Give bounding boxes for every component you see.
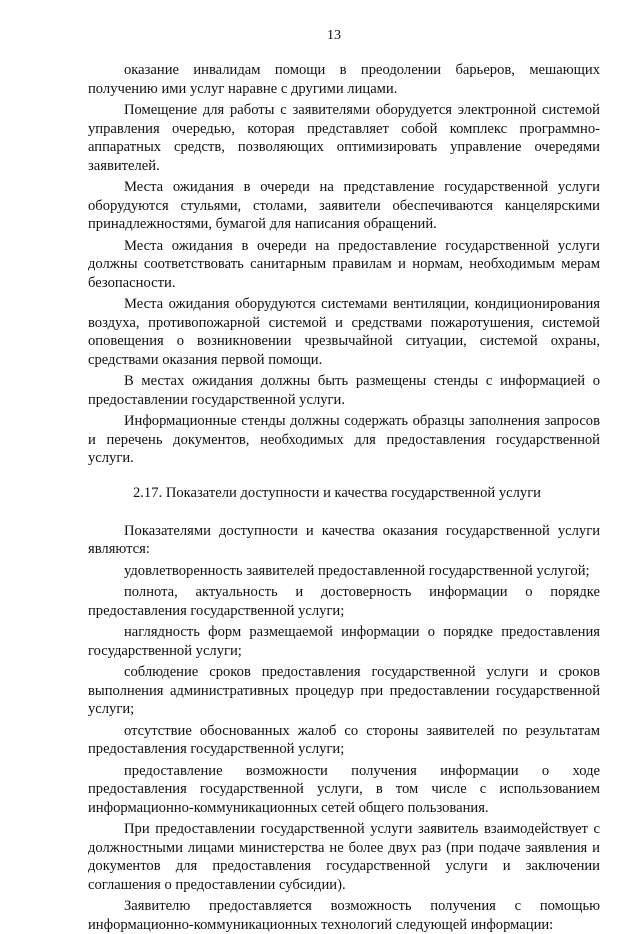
list-item-information-completeness: полнота, актуальность и достоверность информации о порядке предоставления государственной услуги;	[88, 584, 600, 619]
page-number: 13	[327, 28, 341, 43]
list-item-deadlines: соблюдение сроков предоставления государственной услуги и сроков выполнения административных процедур при предоставлении государственной услуги;	[88, 664, 600, 717]
paragraph-ventilation-safety: Места ожидания оборудуются системами вентиляции, кондиционирования воздуха, противопожарной системой и средствами пожаротушения, системой оповещения о возникновении чрезвычайной ситуации, системой охраны, средствами оказания первой помощи.	[88, 296, 600, 368]
list-item-visual-clarity: наглядность форм размещаемой информации о порядке предоставления государственной услуги;	[88, 624, 600, 659]
paragraph-indicators-intro: Показателями доступности и качества оказания государственной услуги являются:	[88, 522, 600, 557]
paragraph-barriers-assistance: оказание инвалидам помощи в преодолении барьеров, мешающих получению ими услуг наравне с другими лицами.	[88, 62, 600, 97]
paragraph-interactions: При предоставлении государственной услуги заявитель взаимодействует с должностными лицами министерства не более двух раз (при подаче заявления и документов для предоставления государственной услуги и заключении соглашения о предоставлении субсидии).	[88, 821, 600, 893]
section-heading: 2.17. Показатели доступности и качества государственной услуги	[132, 484, 541, 501]
list-item-no-complaints: отсутствие обоснованных жалоб со стороны заявителей по результатам предоставления государственной услуги;	[88, 722, 600, 757]
paragraph-sanitary-norms: Места ожидания в очереди на предоставление государственной услуги должны соответствовать санитарным правилам и нормам, необходимым мерам безопасности.	[88, 237, 600, 291]
list-item-satisfaction: удовлетворенность заявителей предоставленной государственной услугой;	[124, 562, 590, 579]
list-item-progress-information: предоставление возможности получения информации о ходе предоставления государственной услуги, в том числе с использованием информационно-коммуникационных сетей общего пользования.	[88, 762, 600, 816]
paragraph-stand-contents: Информационные стенды должны содержать образцы заполнения запросов и перечень документов, необходимых для предоставления государственной услуги.	[88, 413, 600, 466]
paragraph-waiting-furniture: Места ожидания в очереди на представление государственной услуги оборудуются стульями, столами, заявители обеспечиваются канцелярскими принадлежностями, бумагой для написания обращений.	[88, 179, 600, 232]
paragraph-info-stands: В местах ожидания должны быть размещены стенды с информацией о предоставлении государственной услуги.	[88, 373, 600, 408]
paragraph-ict-information: Заявителю предоставляется возможность получения с помощью информационно-коммуникационных технологий следующей информации:	[88, 898, 600, 933]
paragraph-queue-system: Помещение для работы с заявителями оборудуется электронной системой управления очередью, которая представляет собой комплекс программно-аппаратных средств, позволяющих оптимизировать управление очередями заявителей.	[88, 102, 600, 174]
